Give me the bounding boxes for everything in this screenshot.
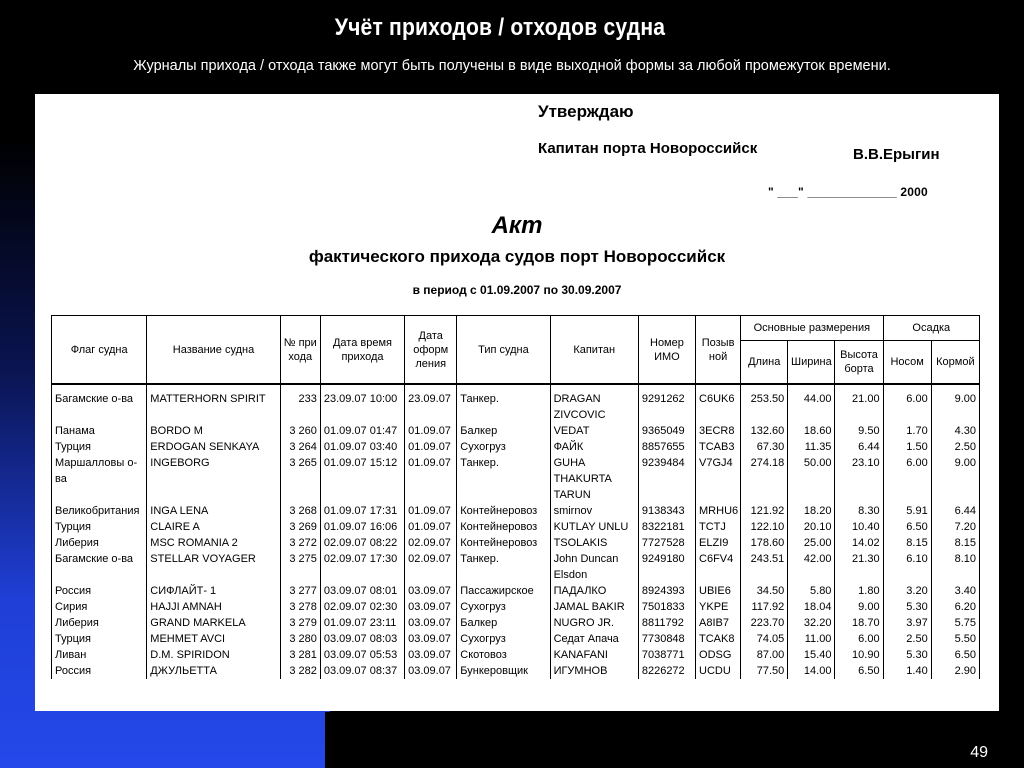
cell-reg-date: 01.09.07: [405, 423, 457, 439]
cell-type: Сухогруз: [457, 631, 550, 647]
cell-reg-date: 03.09.07: [405, 663, 457, 679]
cell-bow: 6.10: [883, 551, 931, 583]
table-row: [52, 535, 980, 551]
cell-stern: 9.00: [931, 384, 979, 423]
cell-flag: Маршалловы о-ва: [52, 455, 147, 503]
cell-width: 20.10: [788, 519, 835, 535]
col-header-draft: Осадка: [883, 316, 979, 341]
cell-reg-date: 03.09.07: [405, 631, 457, 647]
cell-length: 243.51: [741, 551, 788, 583]
cell-callsign: MRHU6: [696, 503, 741, 519]
cell-width: 32.20: [788, 615, 835, 631]
cell-name: BORDO M: [147, 423, 280, 439]
cell-board: 21.00: [835, 384, 883, 423]
cell-captain: VEDAT: [550, 423, 638, 439]
table-row: [52, 384, 980, 423]
cell-no: 3 264: [280, 439, 320, 455]
col-header-width: Ширина: [788, 341, 835, 385]
document-scan: [35, 94, 999, 711]
cell-arrival: 02.09.07 17:30: [320, 551, 404, 583]
cell-no: 3 260: [280, 423, 320, 439]
approve-signatory: В.В.Ерыгин: [853, 146, 940, 163]
cell-length: 223.70: [741, 615, 788, 631]
cell-reg-date: 03.09.07: [405, 647, 457, 663]
cell-imo: 9249180: [638, 551, 695, 583]
cell-callsign: C6FV4: [696, 551, 741, 583]
cell-reg-date: 01.09.07: [405, 503, 457, 519]
table-row: [52, 615, 980, 631]
cell-imo: 9239484: [638, 455, 695, 503]
cell-arrival: 01.09.07 16:06: [320, 519, 404, 535]
cell-name: MATTERHORN SPIRIT: [147, 384, 280, 423]
cell-flag: Панама: [52, 423, 147, 439]
cell-board: 21.30: [835, 551, 883, 583]
cell-length: 117.92: [741, 599, 788, 615]
cell-name: СИФЛАЙТ- 1: [147, 583, 280, 599]
cell-type: Контейнеровоз: [457, 535, 550, 551]
cell-width: 18.20: [788, 503, 835, 519]
cell-imo: 8322181: [638, 519, 695, 535]
cell-captain: KUTLAY UNLU: [550, 519, 638, 535]
table-row: [52, 423, 980, 439]
cell-length: 87.00: [741, 647, 788, 663]
cell-arrival: 01.09.07 15:12: [320, 455, 404, 503]
cell-callsign: C6UK6: [696, 384, 741, 423]
cell-type: Сухогруз: [457, 599, 550, 615]
cell-board: 14.02: [835, 535, 883, 551]
cell-type: Балкер: [457, 423, 550, 439]
cell-flag: Турция: [52, 439, 147, 455]
cell-type: Скотовоз: [457, 647, 550, 663]
cell-arrival: 03.09.07 08:37: [320, 663, 404, 679]
slide-footer-band: [325, 712, 1024, 768]
cell-length: 121.92: [741, 503, 788, 519]
cell-stern: 9.00: [931, 455, 979, 503]
cell-callsign: TCAK8: [696, 631, 741, 647]
cell-no: 3 272: [280, 535, 320, 551]
cell-name: ДЖУЛЬЕТТА: [147, 663, 280, 679]
col-header-no: № при хода: [280, 316, 320, 385]
cell-bow: 3.20: [883, 583, 931, 599]
cell-no: 3 278: [280, 599, 320, 615]
cell-reg-date: 03.09.07: [405, 615, 457, 631]
cell-bow: 6.50: [883, 519, 931, 535]
col-header-board: Высота борта: [835, 341, 883, 385]
cell-callsign: YKPE: [696, 599, 741, 615]
cell-flag: Россия: [52, 583, 147, 599]
cell-stern: 7.20: [931, 519, 979, 535]
col-header-flag: Флаг судна: [52, 316, 147, 385]
cell-length: 178.60: [741, 535, 788, 551]
cell-no: 233: [280, 384, 320, 423]
table-row: [52, 503, 980, 519]
act-title: Акт: [491, 212, 543, 239]
cell-captain: ФАЙК: [550, 439, 638, 455]
cell-captain: KANAFANI: [550, 647, 638, 663]
cell-captain: TSOLAKIS: [550, 535, 638, 551]
cell-imo: 9365049: [638, 423, 695, 439]
cell-type: Контейнеровоз: [457, 503, 550, 519]
cell-reg-date: 23.09.07: [405, 384, 457, 423]
cell-stern: 6.50: [931, 647, 979, 663]
act-period: в период с 01.09.2007 по 30.09.2007: [412, 283, 622, 297]
cell-captain: John Duncan Elsdon: [550, 551, 638, 583]
cell-board: 10.40: [835, 519, 883, 535]
cell-reg-date: 03.09.07: [405, 599, 457, 615]
cell-name: STELLAR VOYAGER: [147, 551, 280, 583]
cell-reg-date: 01.09.07: [405, 455, 457, 503]
cell-reg-date: 03.09.07: [405, 583, 457, 599]
cell-stern: 8.10: [931, 551, 979, 583]
cell-arrival: 03.09.07 08:01: [320, 583, 404, 599]
cell-board: 6.44: [835, 439, 883, 455]
table-row: [52, 647, 980, 663]
cell-callsign: TCAB3: [696, 439, 741, 455]
cell-imo: 8924393: [638, 583, 695, 599]
cell-stern: 8.15: [931, 535, 979, 551]
cell-bow: 2.50: [883, 631, 931, 647]
cell-reg-date: 02.09.07: [405, 535, 457, 551]
table-row: [52, 439, 980, 455]
table-body: [52, 384, 980, 679]
cell-arrival: 03.09.07 08:03: [320, 631, 404, 647]
cell-imo: 8811792: [638, 615, 695, 631]
cell-callsign: TCTJ: [696, 519, 741, 535]
cell-callsign: ODSG: [696, 647, 741, 663]
cell-reg-date: 01.09.07: [405, 439, 457, 455]
cell-length: 67.30: [741, 439, 788, 455]
cell-type: Пассажирское: [457, 583, 550, 599]
cell-width: 18.04: [788, 599, 835, 615]
cell-bow: 1.70: [883, 423, 931, 439]
cell-type: Контейнеровоз: [457, 519, 550, 535]
col-header-name: Название судна: [147, 316, 280, 385]
table-row: [52, 455, 980, 503]
cell-flag: Либерия: [52, 615, 147, 631]
cell-board: 8.30: [835, 503, 883, 519]
cell-arrival: 02.09.07 02:30: [320, 599, 404, 615]
cell-length: 274.18: [741, 455, 788, 503]
cell-arrival: 23.09.07 10:00: [320, 384, 404, 423]
cell-captain: JAMAL BAKIR: [550, 599, 638, 615]
cell-stern: 3.40: [931, 583, 979, 599]
cell-captain: ПАДАЛКО: [550, 583, 638, 599]
cell-bow: 6.00: [883, 455, 931, 503]
cell-flag: Сирия: [52, 599, 147, 615]
cell-captain: ИГУМНОВ: [550, 663, 638, 679]
cell-callsign: V7GJ4: [696, 455, 741, 503]
approve-position: Капитан порта Новороссийск: [538, 140, 758, 157]
cell-captain: smirnov: [550, 503, 638, 519]
cell-imo: 8226272: [638, 663, 695, 679]
cell-name: INGEBORG: [147, 455, 280, 503]
cell-bow: 5.30: [883, 599, 931, 615]
table-row: [52, 551, 980, 583]
cell-stern: 5.75: [931, 615, 979, 631]
cell-name: MEHMET AVCI: [147, 631, 280, 647]
cell-callsign: ELZI9: [696, 535, 741, 551]
cell-type: Танкер.: [457, 455, 550, 503]
col-header-imo: Номер ИМО: [638, 316, 695, 385]
approve-date-line: " ___" _____________ 2000: [768, 185, 928, 199]
cell-board: 10.90: [835, 647, 883, 663]
cell-no: 3 277: [280, 583, 320, 599]
cell-name: MSC ROMANIA 2: [147, 535, 280, 551]
cell-length: 253.50: [741, 384, 788, 423]
cell-flag: Багамские о-ва: [52, 551, 147, 583]
cell-width: 42.00: [788, 551, 835, 583]
cell-arrival: 02.09.07 08:22: [320, 535, 404, 551]
cell-no: 3 268: [280, 503, 320, 519]
table-row: [52, 519, 980, 535]
cell-board: 6.00: [835, 631, 883, 647]
col-header-callsign: Позыв ной: [696, 316, 741, 385]
cell-length: 74.05: [741, 631, 788, 647]
cell-captain: NUGRO JR.: [550, 615, 638, 631]
cell-name: CLAIRE A: [147, 519, 280, 535]
cell-bow: 8.15: [883, 535, 931, 551]
cell-no: 3 265: [280, 455, 320, 503]
cell-captain: GUHA THAKURTA TARUN: [550, 455, 638, 503]
table-row: [52, 663, 980, 679]
cell-length: 132.60: [741, 423, 788, 439]
cell-arrival: 01.09.07 03:40: [320, 439, 404, 455]
cell-no: 3 269: [280, 519, 320, 535]
cell-captain: DRAGAN ZIVCOVIC: [550, 384, 638, 423]
cell-flag: Турция: [52, 631, 147, 647]
cell-type: Бункеровщик: [457, 663, 550, 679]
cell-name: ERDOGAN SENKAYA: [147, 439, 280, 455]
cell-stern: 2.50: [931, 439, 979, 455]
cell-imo: 7730848: [638, 631, 695, 647]
cell-width: 15.40: [788, 647, 835, 663]
cell-bow: 6.00: [883, 384, 931, 423]
col-header-dimensions: Основные размерения: [741, 316, 883, 341]
cell-type: Сухогруз: [457, 439, 550, 455]
cell-stern: 4.30: [931, 423, 979, 439]
col-header-captain: Капитан: [550, 316, 638, 385]
cell-stern: 2.90: [931, 663, 979, 679]
cell-name: HAJJI AMNAH: [147, 599, 280, 615]
cell-reg-date: 01.09.07: [405, 519, 457, 535]
col-header-reg-date: Дата оформ ления: [405, 316, 457, 385]
col-header-type: Тип судна: [457, 316, 550, 385]
cell-imo: 9291262: [638, 384, 695, 423]
cell-board: 23.10: [835, 455, 883, 503]
cell-name: D.M. SPIRIDON: [147, 647, 280, 663]
cell-stern: 5.50: [931, 631, 979, 647]
cell-board: 18.70: [835, 615, 883, 631]
cell-no: 3 275: [280, 551, 320, 583]
table-row: [52, 599, 980, 615]
cell-imo: 9138343: [638, 503, 695, 519]
cell-callsign: 3ECR8: [696, 423, 741, 439]
cell-arrival: 01.09.07 01:47: [320, 423, 404, 439]
cell-no: 3 279: [280, 615, 320, 631]
cell-board: 1.80: [835, 583, 883, 599]
cell-flag: Россия: [52, 663, 147, 679]
cell-captain: Седат Апача: [550, 631, 638, 647]
cell-width: 14.00: [788, 663, 835, 679]
cell-bow: 1.40: [883, 663, 931, 679]
cell-flag: Турция: [52, 519, 147, 535]
cell-bow: 3.97: [883, 615, 931, 631]
cell-imo: 7038771: [638, 647, 695, 663]
cell-flag: Ливан: [52, 647, 147, 663]
slide-title: Учёт приходов / отходов судна: [334, 14, 666, 41]
cell-width: 11.00: [788, 631, 835, 647]
cell-imo: 8857655: [638, 439, 695, 455]
cell-bow: 1.50: [883, 439, 931, 455]
cell-board: 9.00: [835, 599, 883, 615]
cell-length: 34.50: [741, 583, 788, 599]
cell-width: 25.00: [788, 535, 835, 551]
cell-callsign: UCDU: [696, 663, 741, 679]
cell-arrival: 01.09.07 17:31: [320, 503, 404, 519]
cell-stern: 6.44: [931, 503, 979, 519]
cell-imo: 7501833: [638, 599, 695, 615]
cell-flag: Великобритания: [52, 503, 147, 519]
act-subtitle: фактического прихода судов порт Новороссийск: [308, 247, 726, 266]
cell-width: 5.80: [788, 583, 835, 599]
col-header-length: Длина: [741, 341, 788, 385]
cell-name: INGA LENA: [147, 503, 280, 519]
cell-bow: 5.30: [883, 647, 931, 663]
cell-width: 44.00: [788, 384, 835, 423]
cell-callsign: A8IB7: [696, 615, 741, 631]
page-number: 49: [970, 744, 988, 761]
col-header-arrival: Дата время прихода: [320, 316, 404, 385]
cell-flag: Багамские о-ва: [52, 384, 147, 423]
cell-board: 6.50: [835, 663, 883, 679]
cell-reg-date: 02.09.07: [405, 551, 457, 583]
cell-imo: 7727528: [638, 535, 695, 551]
cell-name: GRAND MARKELA: [147, 615, 280, 631]
cell-length: 77.50: [741, 663, 788, 679]
cell-stern: 6.20: [931, 599, 979, 615]
cell-no: 3 281: [280, 647, 320, 663]
cell-length: 122.10: [741, 519, 788, 535]
cell-width: 50.00: [788, 455, 835, 503]
approve-label: Утверждаю: [538, 102, 634, 121]
cell-type: Танкер.: [457, 384, 550, 423]
cell-bow: 5.91: [883, 503, 931, 519]
cell-type: Танкер.: [457, 551, 550, 583]
table-row: [52, 631, 980, 647]
cell-flag: Либерия: [52, 535, 147, 551]
cell-callsign: UBIE6: [696, 583, 741, 599]
cell-no: 3 282: [280, 663, 320, 679]
cell-type: Балкер: [457, 615, 550, 631]
cell-arrival: 03.09.07 05:53: [320, 647, 404, 663]
cell-board: 9.50: [835, 423, 883, 439]
table-row: [52, 583, 980, 599]
cell-arrival: 01.09.07 23:11: [320, 615, 404, 631]
cell-width: 18.60: [788, 423, 835, 439]
cell-no: 3 280: [280, 631, 320, 647]
col-header-stern: Кормой: [931, 341, 979, 385]
arrivals-table: [51, 315, 980, 679]
cell-width: 11.35: [788, 439, 835, 455]
slide-subtitle: Журналы прихода / отхода также могут быть получены в виде выходной формы за любой промежуток времени.: [133, 58, 891, 74]
col-header-bow: Носом: [883, 341, 931, 385]
